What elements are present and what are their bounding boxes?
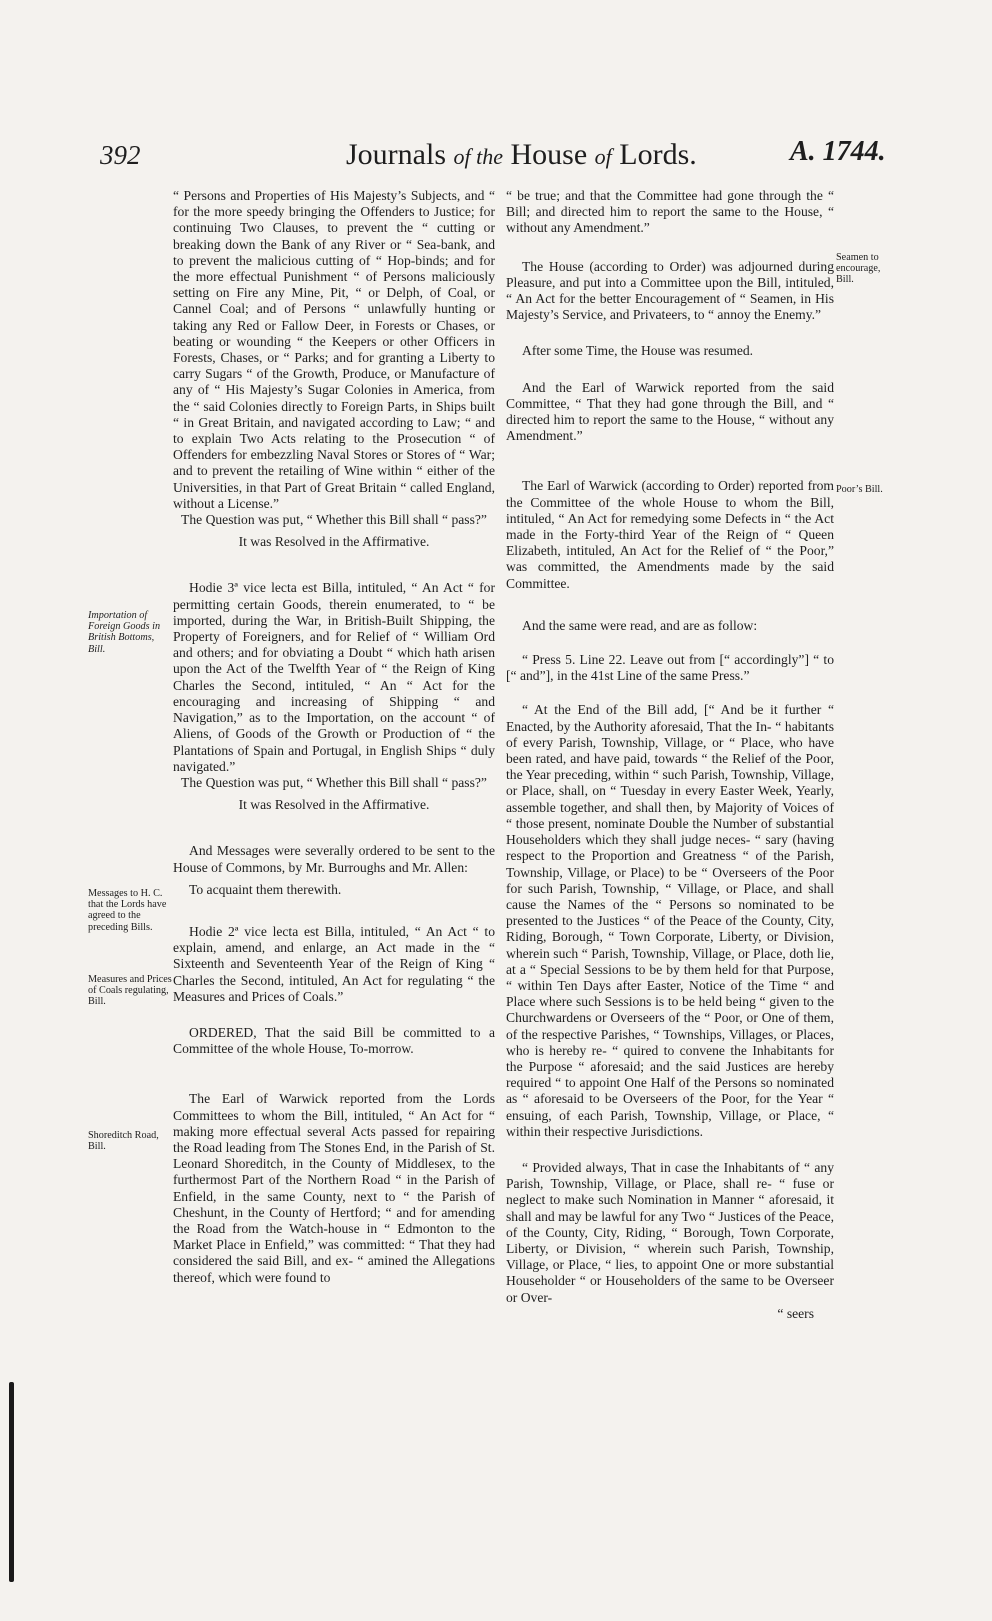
seamen-bill-text: The House (according to Order) was adjourned during Pleasure, and put into a Committee upon the Bill, intituled, “ An Act for the better Encouragement of “ Seamen, in His Majesty’s Service, and Privateers, to “ annoy the Enemy.” xyxy=(506,258,834,323)
margin-note-importation: Importation of Foreign Goods in British Bottoms, Bill. xyxy=(88,610,161,655)
question-2: The Question was put, “ Whether this Bill shall “ pass?” xyxy=(181,774,487,790)
binding-mark xyxy=(9,1382,14,1582)
provided-text: “ Provided always, That in case the Inhabitants of “ any Parish, Township, Village, or Place, shall re- “ fuse or neglect to make such Nomination in Manner “ aforesaid, it shall and may be lawful for any Two “ Justices of the Peace, of the County, City, Riding, “ Borough, Town Corporate, Liberty, or Division, “ wherein such Parish, Township, Village, or Place, “ lies, to appoint One or more substantial Householder “ or Householders of the same to be Overseer or Over- xyxy=(506,1159,834,1305)
press-amendment-text: “ Press 5. Line 22. Leave out from [“ accordingly”] “ to [“ and”], in the 41st Line of the same Press.” xyxy=(506,652,834,684)
ordered-text: ORDERED, That the said Bill be committed to a Committee of the whole House, To-morrow. xyxy=(173,1024,495,1057)
end-of-bill-text: “ At the End of the Bill add, [“ And be it further “ Enacted, by the Authority aforesaid, That the In- “ habitants of every Parish, Township, Village, or “ Place, who have been rated, and have paid, towards “ the Relief of the Poor, the Year preceding, within “ such Parish, Township, Village, or Place, shall, on “ Tuesday in every Easter Week, Yearly, assemble together, and shall then, by Majority of Voices of “ those present, nominate Double the Number of substantial Householders which they shall judge neces- “ sary (having respect to the Proportion and Greatness “ of the Parish, Township, Village, or Place) to be “ Overseers of the Poor for such Parish, Township, “ Village, or Place, and shall cause the Names of the “ Persons so nominated to be presented to the Justices “ of the Peace of the County, City, Riding, Borough, “ Town Corporate, Liberty, or Division, wherein such “ Parish, Township, Village, or Place, doth lie, at a “ Special Sessions to be by them held for that Purpose, “ within Ten Days after Easter, Notice of the Time “ and Place where such Sessions is to be held being “ given to the Churchwardens or Overseers of the “ Poor, or One of them, of the respective Parishes, “ Townships, Villages, or Places, who is hereby re- “ quired to convene the Inhabitants for the Purpose “ aforesaid; and the said Justices are hereby required “ to appoint One Half of the Persons so nominated as “ aforesaid to be Overseers of the Poor, for the Year “ ensuing, of each Parish, Township, Village, or Place, “ within their respective Jurisdictions. xyxy=(506,702,834,1139)
acquaint-text: To acquaint them therewith. xyxy=(189,881,342,897)
margin-note-poors: Poor’s Bill. xyxy=(836,484,883,495)
read-text: And the same were read, and are as follow: xyxy=(522,617,758,633)
right-column xyxy=(506,188,834,1322)
shoreditch-bill-text: The Earl of Warwick reported from the Lords Committees to whom the Bill, intituled, “ An Act for “ making more effectual several Acts passed for repairing the Road leading from The Stones End, in the Parish of St. Leonard Shoreditch, in the County of Middlesex, to the furthermost Part of the Northern Road “ in the Parish of Enfield, in the same County, next to “ the Parish of Cheshunt, in the County of Hertford; “ and for amending the Road from the Watch-house in “ Edmonton to the Market Place in Enfield,” was committed: “ That they had considered the said Bill, and ex- “ amined the Allegations thereof, which were found to xyxy=(173,1091,495,1285)
title-of: of xyxy=(594,144,612,169)
measures-bill-text: Hodie 2ª vice lecta est Billa, intituled, “ An Act “ to explain, amend, and enlarge, an Act made in the “ Sixteenth and Seventeenth Year of the Reign of King “ Charles the Second, intituled, An Act for regulating “ the Measures and Prices of Coals.” xyxy=(173,923,495,1004)
margin-note-messages: Messages to H. C. that the Lords have agreed to the preceding Bills. xyxy=(88,888,167,933)
importation-bill-text: Hodie 3ª vice lecta est Billa, intituled, “ An Act “ for permitting certain Goods, therein enumerated, to “ be imported, during the War, in British-Built Shipping, the Property of Foreigners, and for Relief of “ William Ord and others; and for obviating a Doubt “ which hath arisen upon the Act of the Twelfth Year of “ the Reign of King Charles the Second, intituled, “ An “ Act for the encouraging and increasing of Shipping “ and Navigation,” as to the Importation, on the account “ of Aliens, of Goods of the Growth or Production of “ the Plantations of Spain and Portugal, in English Ships “ duly navigated.” xyxy=(173,580,495,774)
messages-text: And Messages were severally ordered to be sent to the House of Commons, by Mr. Burroughs and Mr. Allen: xyxy=(173,843,495,875)
margin-note-seamen: Seamen to encourage, Bill. xyxy=(836,252,881,286)
page-title xyxy=(346,138,697,172)
continued-bill-text: “ Persons and Properties of His Majesty’s Subjects, and “ for the more speedy bringing the Offenders to Justice; for continuing Two Clauses, to prevent the “ cutting or breaking down the Bank of any River or “ Sea-bank, and to prevent the malicious cutting of “ Hop-binds; and for the more effectual Punishment “ of Persons maliciously setting on Fire any Mine, Pit, “ or Delph, of Coal, or Cannel Coal; and of Persons “ unlawfully hunting or taking any Red or Fallow Deer, in Forests or Chases, or beating or wounding “ the Keepers or other Officers in Forests, Chases, or “ Parks; and for granting a Liberty to carry Sugars “ of the Growth, Produce, or Manufacture of any of “ His Majesty’s Sugar Colonies in America, from the “ said Colonies directly to Foreign Parts, in Ships built “ in Great Britain, and navigated according to Law; “ and to explain Two Acts relating to the Prosecution “ of Offenders for embezzling Naval Stores or Stores of “ War; and to prevent the retailing of Wine within “ either of the Universities, in that Part of Great Britain “ called England, without a License.” xyxy=(173,188,495,511)
page-number: 392 xyxy=(100,140,141,170)
title-house: House xyxy=(510,138,588,171)
title-lords: Lords. xyxy=(619,138,697,171)
page-year: A. 1744. xyxy=(790,136,886,167)
title-of-the: of the xyxy=(453,144,503,169)
question-1: The Question was put, “ Whether this Bill shall “ pass?” xyxy=(181,512,487,528)
resumed-text: After some Time, the House was resumed. xyxy=(522,343,754,359)
left-column xyxy=(173,188,495,1286)
reported-text: And the Earl of Warwick reported from the said Committee, “ That they had gone through the Bill, and “ directed him to report the same to the House, “ without any Amendment.” xyxy=(506,379,834,444)
resolved-1: It was Resolved in the Affirmative. xyxy=(238,534,430,550)
resolved-2: It was Resolved in the Affirmative. xyxy=(238,797,430,813)
title-journals: Journals xyxy=(346,138,446,171)
continued-report-text: “ be true; and that the Committee had gone through the “ Bill; and directed him to report the same to the House, “ without any Amendment.” xyxy=(506,188,834,236)
margin-note-measures: Measures and Prices of Coals regulating, Bill. xyxy=(88,974,172,1008)
margin-note-shoreditch: Shoreditch Road, Bill. xyxy=(88,1130,159,1153)
catchword: “ seers xyxy=(777,1305,814,1321)
poors-bill-text: The Earl of Warwick (according to Order) reported from the Committee of the whole House to whom the Bill, intituled, “ An Act for remedying some Defects in “ the Act made in the Forty-third Year of the Reign of “ Queen Elizabeth, intituled, An Act for the Relief of “ the Poor,” was committed, the Amendments made by the said Committee. xyxy=(506,478,834,591)
